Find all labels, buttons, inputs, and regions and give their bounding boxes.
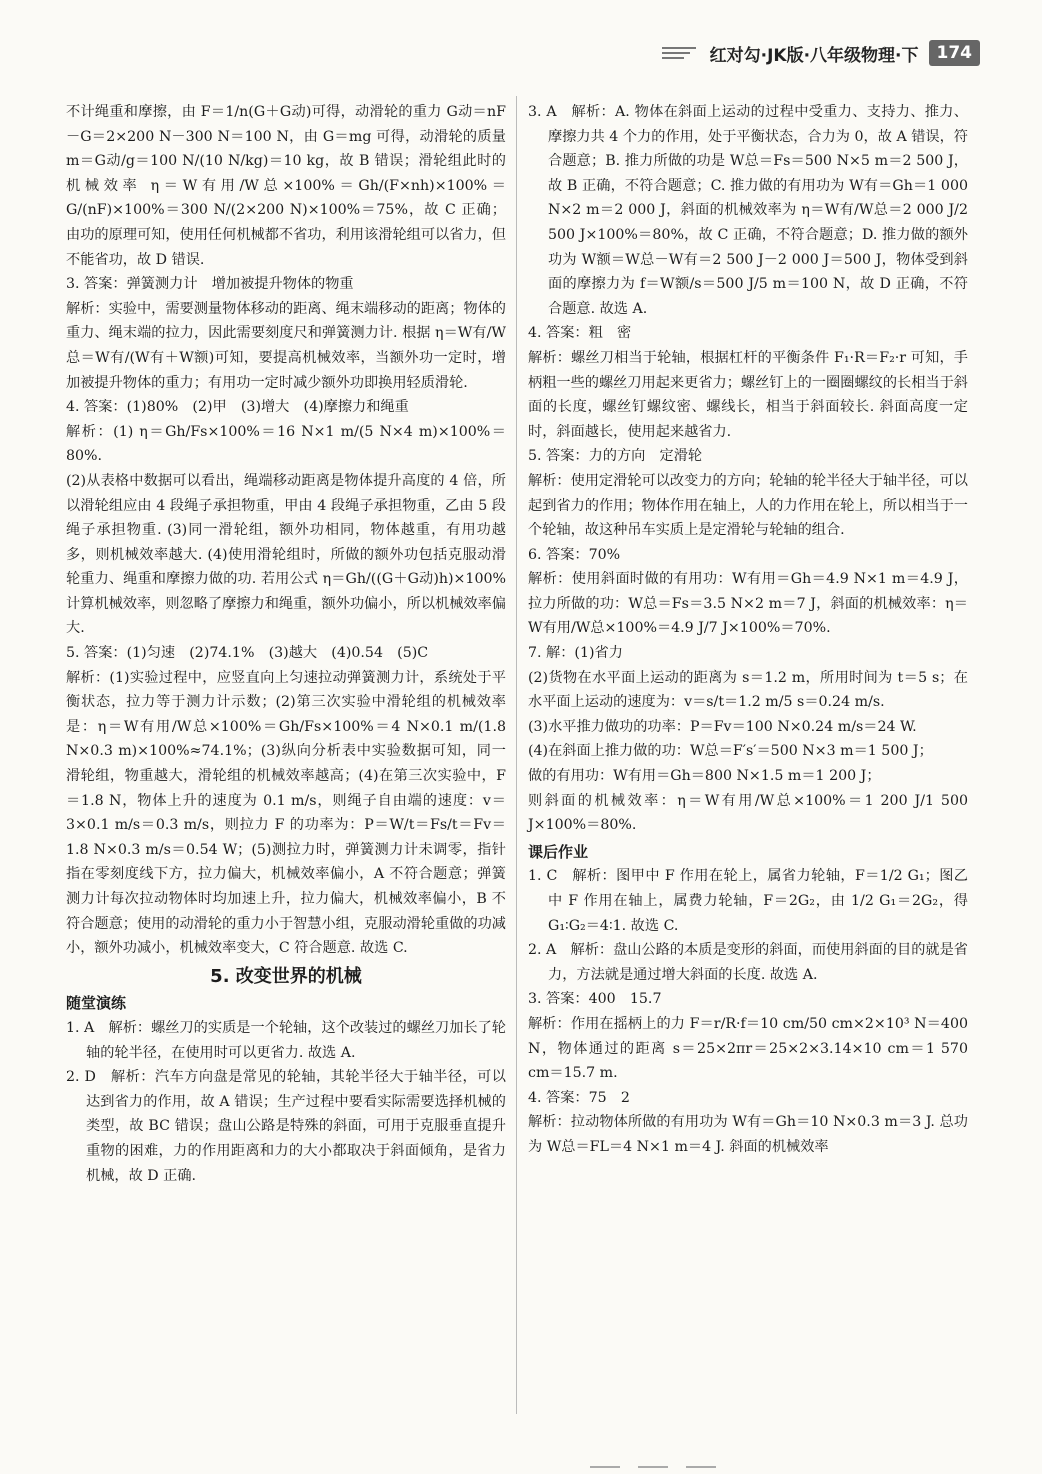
page-header	[662, 36, 980, 70]
answer-item: 5. 答案：力的方向 定滑轮	[528, 448, 703, 465]
footer-decoration	[590, 1466, 716, 1468]
answer-item: 2. A 解析：盘山公路的本质是变形的斜面，而使用斜面的目的就是省力，方法就是通过增大斜面的长度. 故选 A.	[528, 942, 968, 983]
answer-item: 3. A 解析：A. 物体在斜面上运动的过程中受重力、支持力、推力、摩擦力共 4 个力的作用，处于平衡状态，合力为 0，故 A 错误，符合题意；B. 推力所做的功是 W总＝Fs＝500 N×5 m＝2 500 J，故 B 正确，不符合题意；C. 推力做的有用功为 W有＝Gh＝1 000 N×2 m＝2 000 J，斜面的机械效率为 η＝W有/W总＝2 000 J/2 500 J×100%＝80%，故 C 正确，不符合题意；D. 推力做的额外功为 W额＝W总－W有＝2 500 J－2 000 J＝500 J，物体受到斜面的摩擦力为 f＝W额/s＝500 J/5 m＝100 N，故 D 正确，不符合题意. 故选 A.	[528, 104, 968, 317]
explanation-paragraph: 解析：使用斜面时做的有用功：W有用＝Gh＝4.9 N×1 m＝4.9 J，拉力所做的功：W总＝Fs＝3.5 N×2 m＝7 J，斜面的机械效率：η＝W有用/W总×100%＝4.9 J/7 J×100%＝70%.	[528, 571, 968, 637]
column-divider	[516, 96, 517, 1414]
answer-item: 5. 答案：(1)匀速 (2)74.1% (3)越大 (4)0.54 (5)C	[66, 645, 429, 662]
explanation-paragraph: 则斜面的机械效率：η＝W有用/W总×100%＝1 200 J/1 500 J×100%＝80%.	[528, 792, 968, 834]
explanation-paragraph: (4)在斜面上推力做的功：W总＝F′s′＝500 N×3 m＝1 500 J；	[528, 743, 933, 760]
explanation-paragraph: 解析：(1) η＝Gh/Fs×100%＝16 N×1 m/(5 N×4 m)×100%＝80%.	[66, 423, 506, 465]
left-column	[66, 100, 506, 1188]
explanation-paragraph: 解析：拉动物体所做的有用功为 W有＝Gh＝10 N×0.3 m＝3 J. 总功为 W总＝FL＝4 N×1 m＝4 J. 斜面的机械效率	[528, 1114, 968, 1155]
explanation-paragraph: 解析：实验中，需要测量物体移动的距离、绳末端移动的距离；物体的重力、绳末端的拉力，因此需要刻度尺和弹簧测力计. 根据 η＝W有/W总＝W有/(W有＋W额)可知，要提高机械效率，当额外功一定时，增加被提升物体的重力；有用功一定时减少额外功即换用轻质滑轮.	[66, 300, 506, 391]
subsection-heading: 课后作业	[528, 842, 589, 861]
explanation-paragraph: 解析：作用在摇柄上的力 F＝r/R·f＝10 cm/50 cm×2×10³ N＝400 N，物体通过的距离 s＝25×2πr＝25×2×3.14×10 cm＝1 570 cm＝15.7 m.	[528, 1015, 968, 1082]
explanation-paragraph: 解析：螺丝刀相当于轮轴，根据杠杆的平衡条件 F₁·R＝F₂·r 可知，手柄粗一些的螺丝刀用起来更省力；螺丝钉上的一圈圈螺纹的长相当于斜面的长度，螺丝钉螺纹密、螺线长，相当于斜面较长. 斜面高度一定时，斜面越长，使用起来越省力.	[528, 349, 968, 440]
answer-item: 4. 答案：(1)80% (2)甲 (3)增大 (4)摩擦力和绳重	[66, 399, 409, 416]
explanation-paragraph: 不计绳重和摩擦，由 F＝1/n(G＋G动)可得，动滑轮的重力 G动＝nF－G＝2×200 N－300 N＝100 N，由 G＝mg 可得，动滑轮的质量 m＝G动/g＝100 N/(10 N/kg)＝10 kg，故 B 错误；滑轮组此时的机械效率 η＝W有用/W总×100%＝Gh/(F×nh)×100%＝G/(nF)×100%＝300 N/(2×200 N)×100%＝75%，故 C 正确；由功的原理可知，使用任何机械都不省功，利用该滑轮组可以省力，但不能省功，故 D 错误.	[66, 104, 506, 268]
answer-item: 3. 答案：弹簧测力计 增加被提升物体的物重	[66, 276, 354, 293]
answer-item: 7. 解：(1)省力	[528, 645, 623, 662]
book-title: 红对勾·JK版·八年级物理·下	[709, 45, 919, 66]
right-column	[528, 100, 968, 1160]
explanation-paragraph: (2)货物在水平面上运动的距离为 s＝1.2 m，所用时间为 t＝5 s；在水平面上运动的速度为：v＝s/t＝1.2 m/5 s＝0.24 m/s.	[528, 669, 968, 711]
answer-item: 4. 答案：粗 密	[528, 325, 632, 342]
subsection-heading: 随堂演练	[66, 994, 127, 1013]
explanation-paragraph: 解析：使用定滑轮可以改变力的方向；轮轴的轮半径大于轴半径，可以起到省力的作用；物体作用在轴上，人的力作用在轮上，所以相当于一个轮轴，故这种吊车实质上是定滑轮与轮轴的组合.	[528, 472, 968, 539]
header-decoration	[662, 47, 696, 59]
page-number: 174	[929, 40, 981, 66]
answer-item: 2. D 解析：汽车方向盘是常见的轮轴，其轮半径大于轴半径，可以达到省力的作用，故 A 错误；生产过程中要看实际需要选择机械的类型，故 BC 错误；盘山公路是特殊的斜面，可用于克服垂直提升重物的困难，力的作用距离和力的大小都取决于斜面倾角，是省力机械，故 D 正确.	[66, 1069, 506, 1184]
section-title: 5. 改变世界的机械	[210, 965, 362, 987]
answer-item: 4. 答案：75 2	[528, 1089, 630, 1106]
answer-item: 1. C 解析：图甲中 F 作用在轮上，属省力轮轴，F＝1/2 G₁；图乙中 F 作用在轴上，属费力轮轴，F＝2G₂，由 1/2 G₁＝2G₂，得 G₁∶G₂＝4∶1. 故选 C.	[528, 868, 968, 934]
explanation-paragraph: 解析：(1)实验过程中，应竖直向上匀速拉动弹簧测力计，系统处于平衡状态，拉力等于测力计示数；(2)第三次实验中滑轮组的机械效率是：η＝W有用/W总×100%＝Gh/Fs×100%＝4 N×0.1 m/(1.8 N×0.3 m)×100%≈74.1%；(3)纵向分析表中实验数据可知，同一滑轮组，物重越大，滑轮组的机械效率越高；(4)在第三次实验中，F＝1.8 N，物体上升的速度为 0.1 m/s，则绳子自由端的速度：v＝3×0.1 m/s＝0.3 m/s，则拉力 F 的功率为：P＝W/t＝Fs/t＝Fv＝1.8 N×0.3 m/s＝0.54 W；(5)测拉力时，弹簧测力计未调零，指针指在零刻度线下方，拉力偏大，机械效率偏小，A 不符合题意；弹簧测力计每次拉动物体时均加速上升，拉力偏大，机械效率偏小，B 不符合题意；使用的动滑轮的重力小于智慧小组，克服动滑轮重做的功减小，额外功减小，机械效率变大，C 符合题意. 故选 C.	[66, 669, 506, 957]
explanation-paragraph: (2)从表格中数据可以看出，绳端移动距离是物体提升高度的 4 倍，所以滑轮组应由 4 段绳子承担物重，甲由 4 段绳子承担物重，乙由 5 段绳子承担物重. (3)同一滑轮组，额外功相同，物体越重，有用功越多，则机械效率越大. (4)使用滑轮组时，所做的额外功包括克服动滑轮重力、绳重和摩擦力做的功. 若用公式 η＝Gh/((G＋G动)h)×100%计算机械效率，则忽略了摩擦力和绳重，额外功偏小，所以机械效率偏大.	[66, 472, 506, 637]
explanation-paragraph: 做的有用功：W有用＝Gh＝800 N×1.5 m＝1 200 J；	[528, 768, 881, 785]
answer-item: 3. 答案：400 15.7	[528, 991, 662, 1008]
answer-item: 6. 答案：70%	[528, 546, 621, 563]
answer-item: 1. A 解析：螺丝刀的实质是一个轮轴，这个改装过的螺丝刀加长了轮轴的轮半径，在使用时可以更省力. 故选 A.	[66, 1019, 506, 1061]
explanation-paragraph: (3)水平推力做功的功率：P＝Fv＝100 N×0.24 m/s＝24 W.	[528, 718, 917, 735]
